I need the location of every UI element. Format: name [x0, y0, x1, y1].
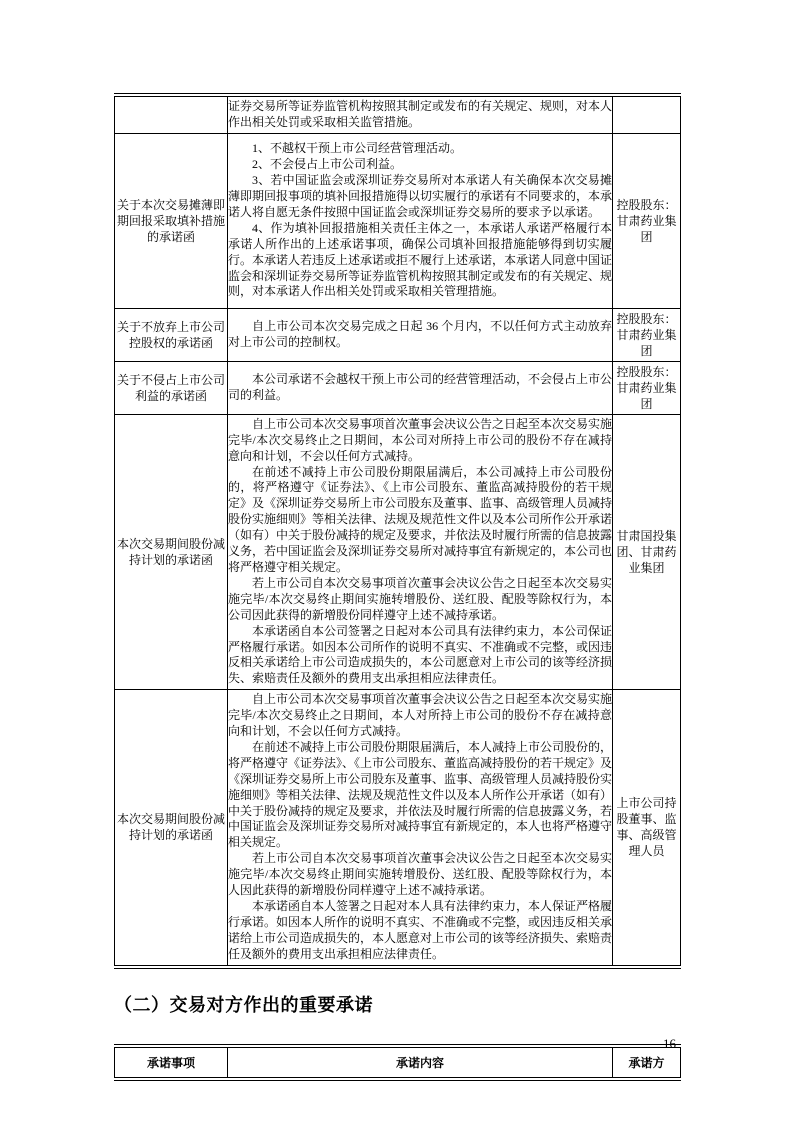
commitment-paragraph: 在前述不减持上市公司股份期限届满后，本人减持上市公司股份的，将严格遵守《证券法》、《上市公司股东、董监高减持股份的若干规定》及《深圳证券交易所上市公司股东及董事、监事、高级管理人员减持股份实施细则》等相关法律、法规及规范性文件以及本人所作公开承诺（如有）中关于股份减持的规定及要求，并依法及时履行所需的信息披露义务，若中国证监会及深圳证券交易所对减持事宜有新规定的，本人也将严格遵守相关规定。 — [228, 739, 613, 850]
commitment-item-cell: 关于不放弃上市公司控股权的承诺函 — [115, 308, 228, 361]
commitment-paragraph: 1、不越权干预上市公司经营管理活动。 — [252, 141, 463, 156]
page-number: 16 — [663, 1036, 676, 1051]
commitment-paragraph: 本承诺函自本人签署之日起对本人具有法律约束力，本人保证严格履行承诺。如因本人所作的说明不真实、不准确或不完整，或因违反相关承诺给上市公司造成损失的，本人愿意对上市公司的该等经济损失、索赔责任及额外的费用支出承担相应法律责任。 — [228, 899, 613, 961]
commitment-item-cell: 本次交易期间股份减持计划的承诺函 — [115, 414, 228, 689]
commitment-item-cell — [115, 95, 228, 133]
commitment-paragraph: 自上市公司本次交易完成之日起 36 个月内，不以任何方式主动放弃对上市公司的控制权。 — [228, 318, 612, 349]
commitment-content-cell — [228, 308, 613, 361]
column-header-content: 承诺内容 — [228, 1046, 613, 1079]
commitment-paragraph: 若上市公司自本次交易事项首次董事会决议公告之日起至本次交易实施完毕/本次交易终止期间实施转增股份、送红股、配股等除权行为，本人因此获得的新增股份同样遵守上述不减持承诺。 — [228, 851, 613, 898]
commitment-content-cell — [228, 414, 613, 689]
page-content — [114, 93, 680, 1081]
commitment-paragraph: 证券交易所等证券监管机构按照其制定或发布的有关规定、规则，对本人作出相关处罚或采取相关监管措施。 — [228, 99, 613, 129]
commitment-paragraph: 4、作为填补回报措施相关责任主体之一，本承诺人承诺严格履行本承诺人所作出的上述承诺事项，确保公司填补回报措施能够得到切实履行。本承诺人若违反上述承诺或拒不履行上述承诺，本承诺人同意中国证监会和深圳证券交易所等证券监管机构按照其制定或发布的有关规定、规则，对本承诺人作出相关处罚或采取相关管理措施。 — [228, 220, 613, 299]
commitments-table — [114, 93, 681, 969]
commitment-item-cell: 关于本次交易摊薄即期回报采取填补措施的承诺函 — [115, 133, 228, 308]
commitment-party-cell: 控股股东：甘肃药业集团 — [613, 308, 681, 361]
table-header-row — [115, 1046, 681, 1079]
column-header-party: 承诺方 — [613, 1046, 681, 1079]
table-row — [115, 308, 681, 361]
commitment-party-cell — [613, 95, 681, 133]
commitment-item-cell: 关于不侵占上市公司利益的承诺函 — [115, 361, 228, 414]
commitment-paragraph: 在前述不减持上市公司股份期限届满后，本公司减持上市公司股份的，将严格遵守《证券法》、《上市公司股东、董监高减持股份的若干规定》及《深圳证券交易所上市公司股东及董事、监事、高级管理人员减持股份实施细则》等相关法律、法规及规范性文件以及本公司所作公开承诺（如有）中关于股份减持的规定及要求，并依法及时履行所需的信息披露义务，若中国证监会及深圳证券交易所对减持事宜有新规定的，本公司也将严格遵守相关规定。 — [228, 464, 613, 574]
commitment-party-cell: 上市公司持股董事、监事、高级管理人员 — [613, 690, 681, 967]
commitment-party-cell: 甘肃国投集团、甘肃药业集团 — [613, 414, 681, 689]
commitment-party-cell: 控股股东：甘肃药业集团 — [613, 361, 681, 414]
commitment-paragraph: 自上市公司本次交易事项首次董事会决议公告之日起至本次交易实施完毕/本次交易终止之日期间，本人对所持上市公司的股份不存在减持意向和计划，不会以任何方式减持。 — [228, 692, 613, 739]
commitment-content-cell — [228, 361, 613, 414]
counterparty-commitments-table — [114, 1044, 681, 1081]
commitment-item-cell: 本次交易期间股份减持计划的承诺函 — [115, 690, 228, 967]
table-row — [115, 95, 681, 133]
table-row — [115, 690, 681, 967]
section-heading: （二）交易对方作出的重要承诺 — [114, 994, 373, 1015]
commitment-paragraph: 本公司承诺不会越权干预上市公司的经营管理活动，不会侵占上市公司的利益。 — [228, 371, 613, 402]
commitment-paragraph: 2、不会侵占上市公司利益。 — [252, 157, 403, 172]
table-row — [115, 361, 681, 414]
commitment-paragraph: 自上市公司本次交易事项首次董事会决议公告之日起至本次交易实施完毕/本次交易终止之日期间，本公司对所持上市公司的股份不存在减持意向和计划，不会以任何方式减持。 — [228, 416, 613, 463]
commitment-paragraph: 3、若中国证监会或深圳证券交易所对本承诺人有关确保本次交易摊薄即期回报事项的填补回报措施得以切实履行的承诺有不同要求的，本承诺人将自愿无条件按照中国证监会或深圳证券交易所的要求予以承诺。 — [228, 173, 613, 219]
column-header-item: 承诺事项 — [115, 1046, 228, 1079]
commitment-content-cell — [228, 133, 613, 308]
commitment-content-cell — [228, 690, 613, 967]
table-row — [115, 414, 681, 689]
commitment-paragraph: 若上市公司自本次交易事项首次董事会决议公告之日起至本次交易实施完毕/本次交易终止期间实施转增股份、送红股、配股等除权行为，本公司因此获得的新增股份同样遵守上述不减持承诺。 — [228, 575, 613, 622]
commitment-party-cell: 控股股东：甘肃药业集团 — [613, 133, 681, 308]
commitment-paragraph: 本承诺函自本公司签署之日起对本公司具有法律约束力，本公司保证严格履行承诺。如因本公司所作的说明不真实、不准确或不完整，或因违反相关承诺给上市公司造成损失的，本公司愿意对上市公司的该等经济损失、索赔责任及额外的费用支出承担相应法律责任。 — [228, 623, 613, 686]
table-row — [115, 133, 681, 308]
commitment-content-cell — [228, 95, 613, 133]
